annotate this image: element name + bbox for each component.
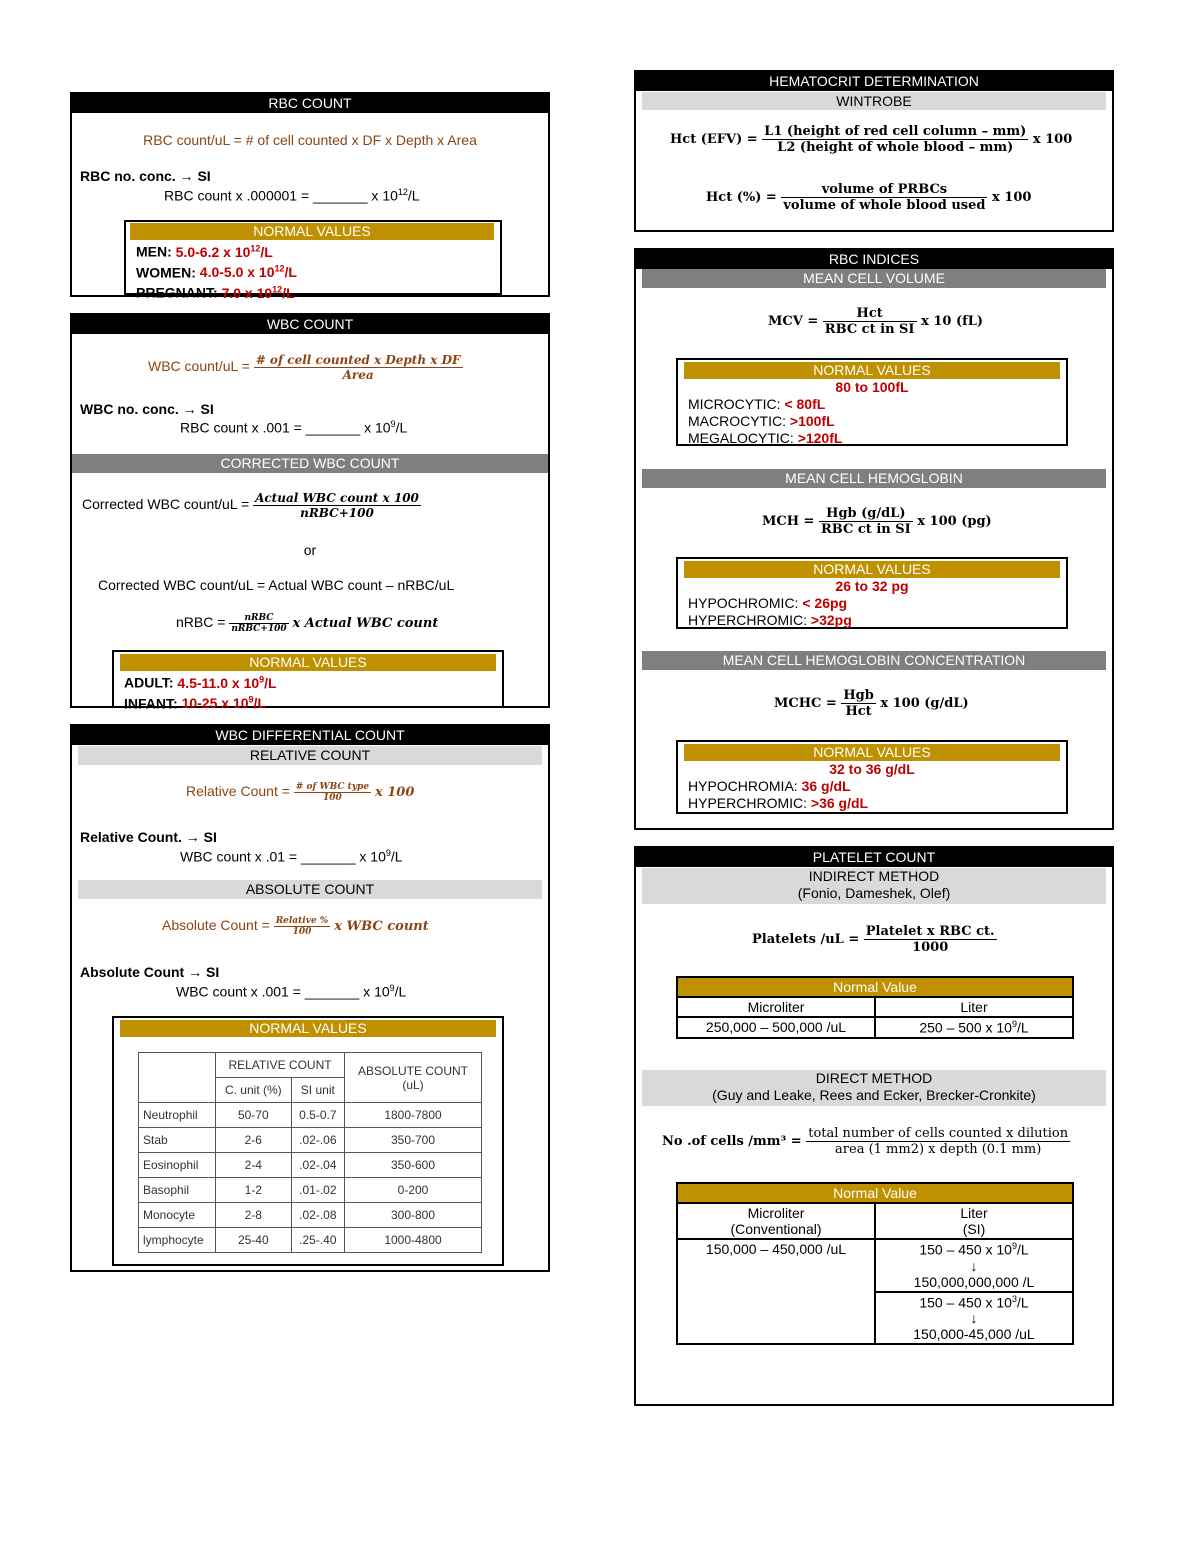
- direct-method-title: DIRECT METHOD: [815, 1070, 933, 1086]
- mch-normal-values-box: [676, 557, 1068, 629]
- mcv-normal-values-box: [676, 358, 1068, 446]
- rbc-count-formula: RBC count/uL = # of cell counted x DF x Depth x Area: [143, 132, 477, 148]
- mch-range: 26 to 32 pg: [835, 578, 909, 594]
- hct-efv-formula: Hct (EFV) = $\frac{\text{L1 (height of red cell column – mm)}}{\text{L2 (height of whole blood – mm)}}$ x 100: [670, 124, 1073, 155]
- wbc-normal-values-header: NORMAL VALUES: [120, 654, 496, 671]
- direct-method-header: [642, 1070, 1106, 1106]
- c-unit-col-header: C. unit (%): [216, 1078, 292, 1103]
- relative-si-label: Relative Count. → SI: [80, 829, 217, 845]
- indirect-normal-table-wrap: [676, 976, 1074, 1039]
- wbc-normal-values-box: [112, 650, 504, 712]
- relative-count-formula: Relative Count = $\frac{\text{\# of WBC type}}{100}$ x 100: [186, 782, 415, 803]
- indirect-method-title: INDIRECT METHOD: [808, 868, 940, 884]
- mchc-range: 32 to 36 g/dL: [829, 761, 915, 777]
- direct-microliter-header: Microliter (Conventional): [677, 1203, 875, 1239]
- rbc-count-card: [70, 92, 550, 301]
- indirect-method-sub: (Fonio, Dameshek, Olef): [797, 885, 951, 901]
- wbc-normal-infant: INFANT: 10-25 x $10^9/L$: [124, 694, 266, 712]
- diff-normal-values-header: NORMAL VALUES: [120, 1020, 496, 1037]
- indirect-liter-header: Liter: [875, 997, 1073, 1017]
- si-unit-col-header: SI unit: [291, 1078, 344, 1103]
- absolute-count-header: ABSOLUTE COUNT: [78, 880, 542, 899]
- wbc-differential-card: [70, 724, 550, 1272]
- nrbc-formula: nRBC = $\frac{\text{nRBC}}{\text{nRBC+100}}$ x Actual WBC count: [176, 613, 439, 634]
- absolute-si-formula: WBC count x .001 = _______ x $10^9/L$: [176, 983, 407, 1000]
- table-row: Basophil 1-2 .01-.02 0-200: [139, 1178, 482, 1203]
- or-text: or: [303, 542, 317, 558]
- direct-liter-header: Liter (SI): [875, 1203, 1073, 1239]
- direct-l2-value: 150 – 450 x $10^3/L$ ↓ 150,000-45,000 /uL: [875, 1292, 1073, 1345]
- wbc-count-card: [70, 313, 550, 712]
- rbc-indices-card: [634, 248, 1114, 830]
- mcv-range: 80 to 100fL: [835, 379, 909, 395]
- rbc-normal-pregnant: PREGNANT: 7.0 x $10^{12}/L$: [136, 284, 295, 301]
- rbc-normal-men: MEN: 5.0-6.2 x $10^{12}/L$: [136, 243, 273, 260]
- hct-percent-formula: Hct (%) = $\frac{\text{volume of PRBCs}}{\text{volume of whole blood used}}$ x 100: [706, 182, 1032, 213]
- direct-l1-value: 150 – 450 x $10^9/L$ ↓ 150,000,000,000 /L: [875, 1239, 1073, 1292]
- mcv-header: MEAN CELL VOLUME: [642, 269, 1106, 288]
- relative-count-col-header: RELATIVE COUNT: [216, 1053, 345, 1078]
- direct-ul-value: 150,000 – 450,000 /uL: [677, 1239, 875, 1344]
- corrected-wbc-header: CORRECTED WBC COUNT: [72, 454, 548, 473]
- indirect-ul-value: 250,000 – 500,000 /uL: [677, 1017, 875, 1038]
- mchc-hypochromia: HYPOCHROMIA: 36 g/dL: [688, 778, 851, 794]
- mcv-formula: MCV = $\frac{\text{Hct}}{\text{RBC ct in SI}}$ x 10 (fL): [768, 306, 983, 337]
- mcv-macrocytic: MACROCYTIC: >100fL: [688, 413, 835, 429]
- mchc-formula: MCHC = $\frac{\text{Hgb}}{\text{Hct}}$ x 100 (g/dL): [774, 688, 969, 719]
- differential-table: [138, 1052, 482, 1253]
- direct-normal-table: [676, 1182, 1074, 1345]
- rbc-si-label: RBC no. conc. → SI: [80, 168, 211, 184]
- indirect-normal-value-header: Normal Value: [677, 977, 1073, 997]
- mch-formula: MCH = $\frac{\text{Hgb (g/dL)}}{\text{RBC ct in SI}}$ x 100 (pg): [762, 506, 992, 537]
- hematocrit-card: [634, 70, 1114, 232]
- wbc-count-header: WBC COUNT: [72, 315, 548, 334]
- wintrobe-header: WINTROBE: [642, 92, 1106, 110]
- mch-header: MEAN CELL HEMOGLOBIN: [642, 469, 1106, 488]
- direct-formula: No .of cells /mm³ = $\frac{\text{total number of cells counted x dilution}}{\text{area (1 mm2) x depth (0.1 mm)}}$: [662, 1126, 1069, 1157]
- mcv-normal-values-header: NORMAL VALUES: [684, 362, 1060, 379]
- mchc-normal-values-header: NORMAL VALUES: [684, 744, 1060, 761]
- rbc-si-formula: RBC count x .000001 = _______ x $10^{12}/L$: [164, 187, 420, 204]
- mchc-normal-values-box: [676, 740, 1068, 814]
- down-arrow-icon: ↓: [970, 1310, 978, 1327]
- indirect-method-header: [642, 868, 1106, 904]
- indirect-microliter-header: Microliter: [677, 997, 875, 1017]
- absolute-count-formula: Absolute Count = $\frac{\text{Relative \%}}{100}$ x WBC count: [162, 916, 429, 937]
- table-row: Neutrophil 50-70 0.5-0.7 1800-7800: [139, 1103, 482, 1128]
- hematocrit-header: HEMATOCRIT DETERMINATION: [636, 72, 1112, 91]
- indirect-formula: Platelets /uL = $\frac{\text{Platelet x RBC ct.}}{1000}$: [752, 924, 995, 955]
- wbc-count-formula: WBC count/uL = $\frac{\text{\# of cell counted x Depth x DF}}{\text{Area}}$: [148, 353, 461, 382]
- mchc-header: MEAN CELL HEMOGLOBIN CONCENTRATION: [642, 651, 1106, 670]
- wbc-si-formula: RBC count x .001 = _______ x $10^9/L$: [180, 419, 408, 436]
- absolute-si-label: Absolute Count → SI: [80, 964, 220, 980]
- corrected-wbc-alt: Corrected WBC count/uL = Actual WBC count – nRBC/uL: [98, 577, 455, 593]
- direct-method-sub: (Guy and Leake, Rees and Ecker, Brecker-Cronkite): [712, 1087, 1036, 1103]
- rbc-count-header: RBC COUNT: [72, 94, 548, 113]
- mch-hyperchromic: HYPERCHROMIC: >32pg: [688, 612, 852, 628]
- mch-normal-values-header: NORMAL VALUES: [684, 561, 1060, 578]
- relative-count-header: RELATIVE COUNT: [78, 746, 542, 765]
- mcv-microcytic: MICROCYTIC: < 80fL: [688, 396, 826, 412]
- table-row: Eosinophil 2-4 .02-.04 350-600: [139, 1153, 482, 1178]
- rbc-normal-values-header: NORMAL VALUES: [130, 223, 494, 240]
- rbc-indices-header: RBC INDICES: [636, 250, 1112, 269]
- table-row: Stab 2-6 .02-.06 350-700: [139, 1128, 482, 1153]
- wbc-differential-header: WBC DIFFERENTIAL COUNT: [72, 726, 548, 745]
- absolute-count-col-header: ABSOLUTE COUNT (uL): [345, 1053, 482, 1103]
- indirect-normal-table: [676, 976, 1074, 1039]
- relative-si-formula: WBC count x .01 = _______ x $10^9/L$: [180, 848, 403, 865]
- down-arrow-icon: ↓: [970, 1257, 978, 1274]
- diff-normal-values-box: [112, 1016, 504, 1266]
- rbc-normal-values-box: [124, 220, 502, 301]
- direct-normal-value-header: Normal Value: [677, 1183, 1073, 1203]
- direct-normal-table-wrap: [676, 1182, 1074, 1345]
- table-row: Monocyte 2-8 .02-.08 300-800: [139, 1203, 482, 1228]
- indirect-l-value: 250 – 500 x $10^9/L$: [875, 1017, 1073, 1038]
- mcv-megalocytic: MEGALOCYTIC: >120fL: [688, 430, 843, 446]
- platelet-count-header: PLATELET COUNT: [636, 848, 1112, 867]
- wbc-normal-adult: ADULT: 4.5-11.0 x $10^9/L$: [124, 674, 277, 691]
- mchc-hyperchromic: HYPERCHROMIC: >36 g/dL: [688, 795, 869, 811]
- corrected-wbc-formula: Corrected WBC count/uL = $\frac{\text{Actual WBC count x 100}}{\text{nRBC+100}}$: [82, 491, 419, 520]
- rbc-normal-women: WOMEN: 4.0-5.0 x $10^{12}/L$: [136, 263, 297, 281]
- platelet-count-card: [634, 846, 1114, 1406]
- mch-hypochromic: HYPOCHROMIC: < 26pg: [688, 595, 848, 611]
- table-row: lymphocyte 25-40 .25-.40 1000-4800: [139, 1228, 482, 1253]
- wbc-si-label: WBC no. conc. → SI: [80, 401, 214, 417]
